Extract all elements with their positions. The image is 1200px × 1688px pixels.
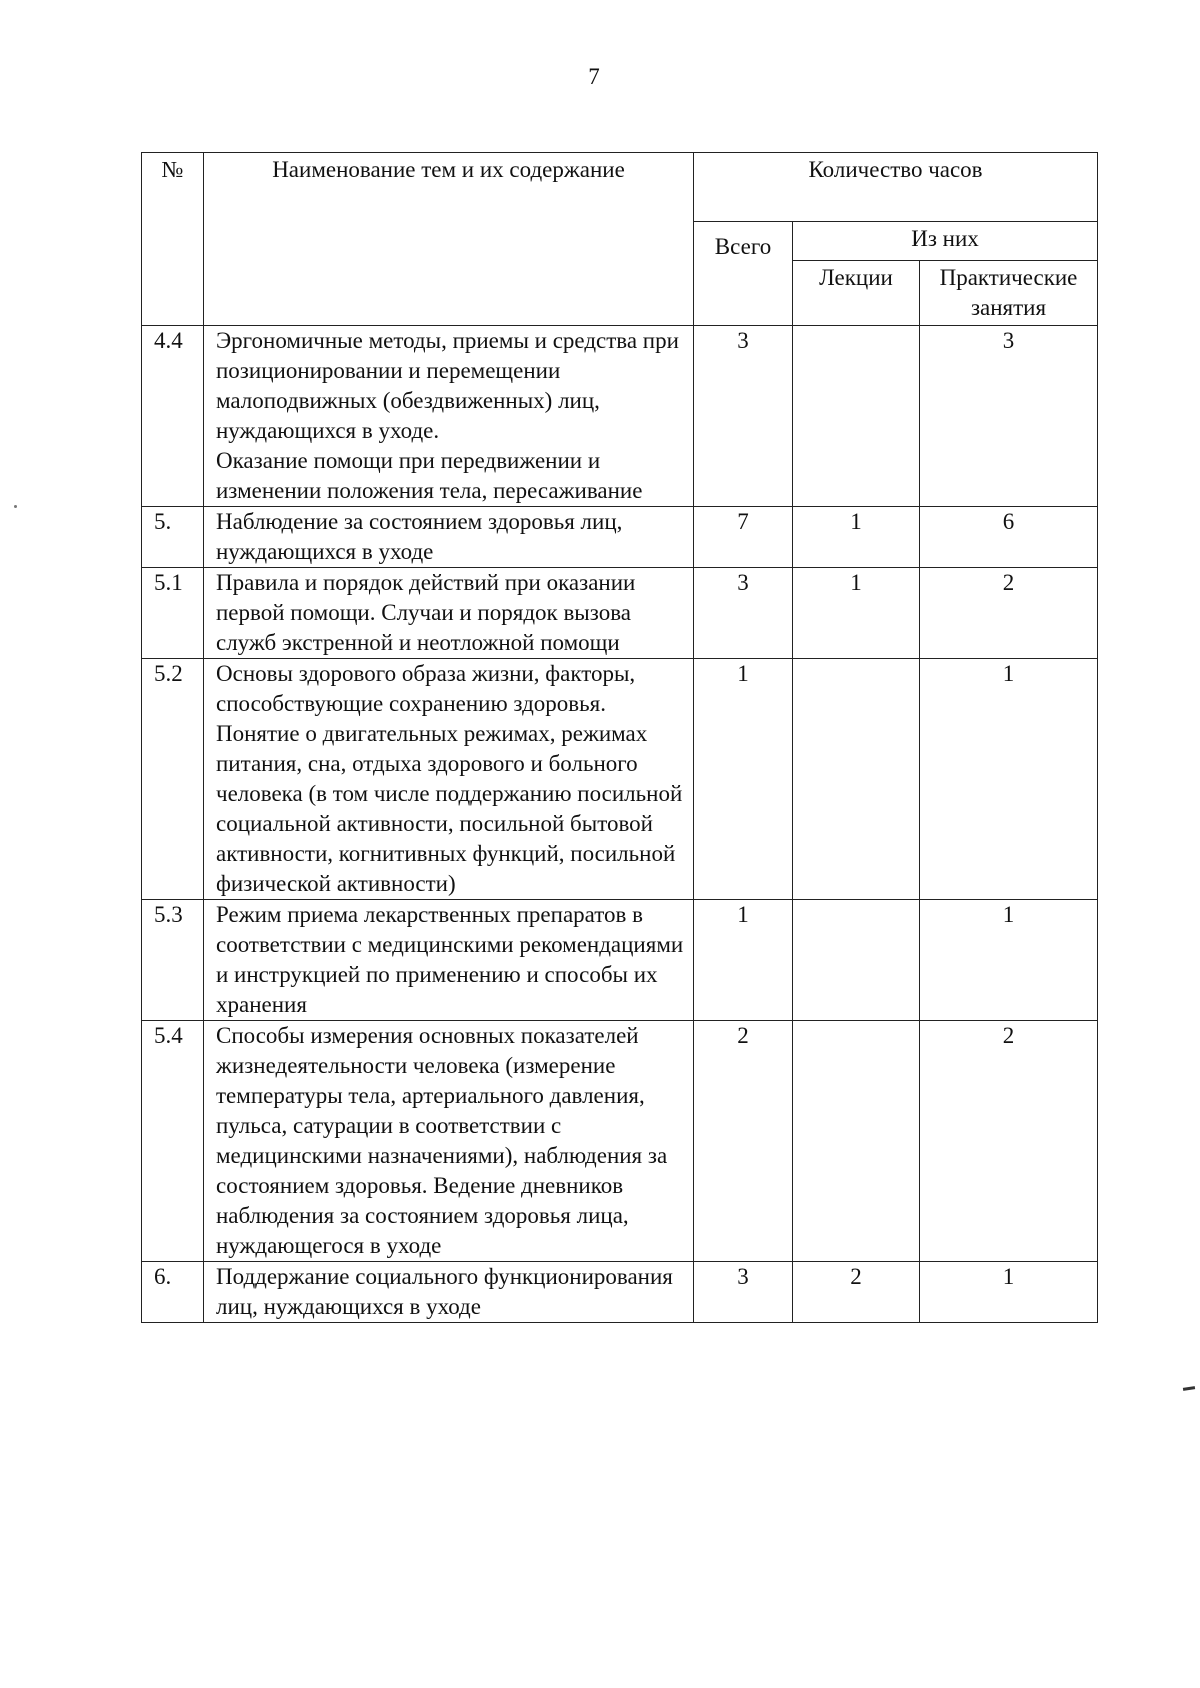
row-lectures	[793, 900, 920, 1021]
table-row	[142, 568, 1098, 659]
topics-hours-table	[141, 152, 1098, 1323]
row-total: 1	[694, 659, 793, 900]
row-number: 5.1	[142, 568, 204, 659]
row-topic-name: Правила и порядок действий при оказании первой помощи. Случаи и порядок вызова служб экстренной и неотложной помощи	[204, 568, 694, 659]
page-number: 7	[588, 64, 600, 89]
row-practical: 1	[920, 1262, 1098, 1323]
row-number: 5.3	[142, 900, 204, 1021]
row-lectures: 1	[793, 568, 920, 659]
row-topic-name: Поддержание социального функционирования лиц, нуждающихся в уходе	[204, 1262, 694, 1323]
row-number: 4.4	[142, 326, 204, 507]
table-row	[142, 507, 1098, 568]
scan-mark	[1183, 1386, 1195, 1391]
header-total: Всего	[694, 222, 793, 326]
row-topic-name: Наблюдение за состоянием здоровья лиц, нуждающихся в уходе	[204, 507, 694, 568]
header-practical: Практические занятия	[920, 261, 1098, 326]
row-topic-name: Эргономичные методы, приемы и средства при позиционировании и перемещении малоподвижных (обездвиженных) лиц, нуждающихся в уходе. Оказание помощи при передвижении и изменении положения тела, пересаживание	[204, 326, 694, 507]
row-lectures	[793, 659, 920, 900]
table-row	[142, 1262, 1098, 1323]
row-lectures	[793, 1021, 920, 1262]
row-practical: 6	[920, 507, 1098, 568]
table-row	[142, 326, 1098, 507]
row-practical: 1	[920, 900, 1098, 1021]
row-lectures: 1	[793, 507, 920, 568]
row-number: 5.4	[142, 1021, 204, 1262]
row-topic-name: Режим приема лекарственных препаратов в соответствии с медицинскими рекомендациями и инструкцией по применению и способы их хранения	[204, 900, 694, 1021]
row-total: 1	[694, 900, 793, 1021]
header-topic-name: Наименование тем и их содержание	[204, 153, 694, 326]
row-topic-name: Основы здорового образа жизни, факторы, способствующие сохранению здоровья. Понятие о двигательных режимах, режимах питания, сна, отдыха здорового и больного человека (в том числе поддержанию посильной социальной активности, посильной бытовой активности, когнитивных функций, посильной физической активности)	[204, 659, 694, 900]
row-total: 2	[694, 1021, 793, 1262]
row-lectures: 2	[793, 1262, 920, 1323]
row-number: 5.2	[142, 659, 204, 900]
row-practical: 3	[920, 326, 1098, 507]
row-lectures	[793, 326, 920, 507]
row-total: 3	[694, 568, 793, 659]
row-topic-name: Способы измерения основных показателей жизнедеятельности человека (измерение температуры тела, артериального давления, пульса, сатурации в соответствии с медицинскими назначениями), наблюдения за состоянием здоровья. Ведение дневников наблюдения за состоянием здоровья лица, нуждающегося в уходе	[204, 1021, 694, 1262]
row-total: 3	[694, 1262, 793, 1323]
table-row	[142, 659, 1098, 900]
row-practical: 2	[920, 568, 1098, 659]
header-hours-count: Количество часов	[694, 153, 1098, 222]
row-total: 7	[694, 507, 793, 568]
scan-dot	[14, 505, 17, 508]
row-practical: 1	[920, 659, 1098, 900]
header-lectures: Лекции	[793, 261, 920, 326]
row-total: 3	[694, 326, 793, 507]
row-number: 6.	[142, 1262, 204, 1323]
table-row	[142, 1021, 1098, 1262]
table-row	[142, 900, 1098, 1021]
row-practical: 2	[920, 1021, 1098, 1262]
header-of-them: Из них	[793, 222, 1098, 261]
header-number: №	[142, 153, 204, 326]
row-number: 5.	[142, 507, 204, 568]
